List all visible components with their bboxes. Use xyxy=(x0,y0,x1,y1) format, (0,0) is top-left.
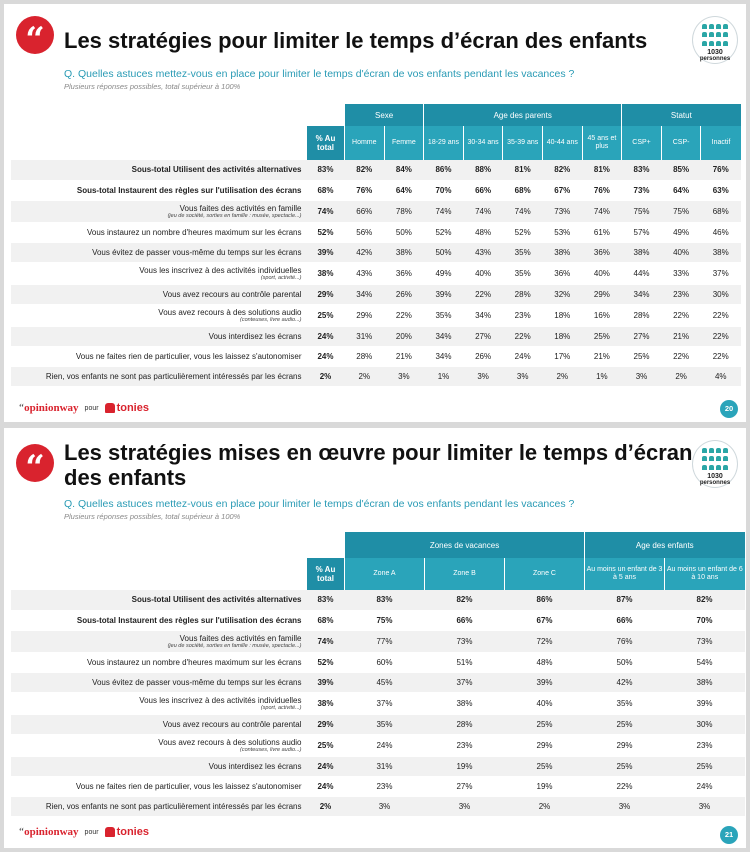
slide-title-line1: Les stratégies mises en œuvre pour limiter le temps d’écran xyxy=(64,440,693,465)
value-cell: 43% xyxy=(463,242,503,262)
value-cell: 36% xyxy=(542,262,582,284)
row-label: Vous faites des activités en famille (jeu de société, sorties en famille : musée, spectacle...) xyxy=(11,630,307,652)
opinionway-logo: “opinionway xyxy=(18,402,79,414)
group-header: Age des parents xyxy=(424,104,622,126)
value-cell: 52% xyxy=(503,222,543,242)
value-cell: 25% xyxy=(582,326,622,346)
value-cell: 75% xyxy=(622,200,662,222)
value-cell: 28% xyxy=(503,284,543,304)
value-cell: 25% xyxy=(505,756,585,776)
value-cell: 84% xyxy=(384,160,424,180)
value-cell: 86% xyxy=(424,160,464,180)
value-cell: 39% xyxy=(424,284,464,304)
column-header: 18-29 ans xyxy=(424,126,464,160)
people-count: 1030 xyxy=(707,49,723,56)
value-cell: 73% xyxy=(425,630,505,652)
row-label: Vous interdisez les écrans xyxy=(11,326,307,346)
value-cell: 37% xyxy=(701,262,741,284)
value-cell: 40% xyxy=(505,692,585,714)
table-row xyxy=(11,346,741,366)
table-row xyxy=(11,590,745,610)
value-cell: 1% xyxy=(582,366,622,386)
value-cell: 25% xyxy=(585,756,665,776)
value-cell: 34% xyxy=(424,346,464,366)
row-label: Vous ne faites rien de particulier, vous les laissez s'autonomiser xyxy=(11,346,307,366)
value-cell: 23% xyxy=(425,734,505,756)
row-label: Vous avez recours au contrôle parental xyxy=(11,714,307,734)
value-cell: 40% xyxy=(661,242,701,262)
value-cell: 76% xyxy=(701,160,741,180)
value-cell: 1% xyxy=(424,366,464,386)
value-cell: 35% xyxy=(503,242,543,262)
value-cell: 29% xyxy=(505,734,585,756)
value-cell: 38% xyxy=(622,242,662,262)
column-header: Homme xyxy=(345,126,385,160)
value-cell: 2% xyxy=(345,366,385,386)
table-row xyxy=(11,630,745,652)
tonies-logo: tonies xyxy=(105,826,149,838)
people-count-badge xyxy=(692,16,738,64)
quote-icon: “ xyxy=(16,444,54,482)
footer xyxy=(18,826,149,838)
table-row xyxy=(11,610,745,630)
value-cell: 27% xyxy=(463,326,503,346)
tonies-icon xyxy=(105,827,115,837)
value-cell: 76% xyxy=(582,180,622,200)
quote-icon: “ xyxy=(16,16,54,54)
value-cell: 76% xyxy=(345,180,385,200)
column-header: Zone B xyxy=(425,558,505,590)
value-cell: 22% xyxy=(463,284,503,304)
column-header: Femme xyxy=(384,126,424,160)
value-cell: 44% xyxy=(622,262,662,284)
value-cell: 70% xyxy=(424,180,464,200)
value-cell: 52% xyxy=(424,222,464,242)
total-cell: 52% xyxy=(307,652,345,672)
table-row xyxy=(11,796,745,816)
value-cell: 54% xyxy=(665,652,745,672)
footer xyxy=(18,402,149,414)
table-row xyxy=(11,652,745,672)
value-cell: 49% xyxy=(424,262,464,284)
row-label: Sous-total Utilisent des activités alternatives xyxy=(11,160,307,180)
column-header: CSP+ xyxy=(622,126,662,160)
column-header: 30-34 ans xyxy=(463,126,503,160)
total-cell: 2% xyxy=(307,366,345,386)
value-cell: 19% xyxy=(425,756,505,776)
value-cell: 25% xyxy=(585,714,665,734)
row-label: Vous avez recours à des solutions audio (conteuses, livre audio...) xyxy=(11,304,307,326)
value-cell: 23% xyxy=(345,776,425,796)
table-row xyxy=(11,180,741,200)
value-cell: 38% xyxy=(665,672,745,692)
total-cell: 24% xyxy=(307,326,345,346)
total-cell: 83% xyxy=(307,160,345,180)
value-cell: 53% xyxy=(542,222,582,242)
value-cell: 34% xyxy=(345,284,385,304)
value-cell: 82% xyxy=(542,160,582,180)
row-label: Rien, vos enfants ne sont pas particulièrement intéressés par les écrans xyxy=(11,366,307,386)
value-cell: 39% xyxy=(665,692,745,714)
total-cell: 24% xyxy=(307,346,345,366)
value-cell: 3% xyxy=(503,366,543,386)
column-header: Zone C xyxy=(505,558,585,590)
value-cell: 63% xyxy=(701,180,741,200)
value-cell: 87% xyxy=(585,590,665,610)
value-cell: 29% xyxy=(582,284,622,304)
value-cell: 73% xyxy=(665,630,745,652)
value-cell: 30% xyxy=(701,284,741,304)
value-cell: 27% xyxy=(622,326,662,346)
total-cell: 83% xyxy=(307,590,345,610)
value-cell: 3% xyxy=(463,366,503,386)
total-cell: 74% xyxy=(307,200,345,222)
total-cell: 24% xyxy=(307,776,345,796)
value-cell: 50% xyxy=(384,222,424,242)
value-cell: 75% xyxy=(661,200,701,222)
table-row xyxy=(11,200,741,222)
value-cell: 22% xyxy=(384,304,424,326)
value-cell: 29% xyxy=(585,734,665,756)
value-cell: 22% xyxy=(701,326,741,346)
value-cell: 3% xyxy=(622,366,662,386)
value-cell: 68% xyxy=(503,180,543,200)
tonies-logo: tonies xyxy=(105,402,149,414)
results-table xyxy=(10,532,745,817)
value-cell: 32% xyxy=(542,284,582,304)
value-cell: 38% xyxy=(384,242,424,262)
value-cell: 22% xyxy=(661,346,701,366)
row-sublabel: (conteuses, livre audio...) xyxy=(240,746,302,753)
slide-20 xyxy=(4,4,746,422)
row-label: Vous faites des activités en famille (jeu de société, sorties en famille : musée, spectacle...) xyxy=(11,200,307,222)
value-cell: 28% xyxy=(622,304,662,326)
value-cell: 81% xyxy=(582,160,622,180)
value-cell: 25% xyxy=(665,756,745,776)
value-cell: 74% xyxy=(463,200,503,222)
value-cell: 25% xyxy=(505,714,585,734)
slide-title-line2: des enfants xyxy=(64,465,187,490)
value-cell: 31% xyxy=(345,326,385,346)
total-cell: 39% xyxy=(307,242,345,262)
tonies-icon xyxy=(105,403,115,413)
row-label: Vous ne faites rien de particulier, vous les laissez s'autonomiser xyxy=(11,776,307,796)
column-header: 35-39 ans xyxy=(503,126,543,160)
value-cell: 18% xyxy=(542,304,582,326)
value-cell: 23% xyxy=(661,284,701,304)
value-cell: 51% xyxy=(425,652,505,672)
note-text: Plusieurs réponses possibles, total supérieur à 100% xyxy=(64,512,241,521)
value-cell: 40% xyxy=(463,262,503,284)
total-cell: 39% xyxy=(307,672,345,692)
table-row xyxy=(11,692,745,714)
column-header: Inactif xyxy=(701,126,741,160)
value-cell: 49% xyxy=(661,222,701,242)
value-cell: 42% xyxy=(345,242,385,262)
value-cell: 21% xyxy=(582,346,622,366)
value-cell: 81% xyxy=(503,160,543,180)
total-cell: 29% xyxy=(307,714,345,734)
group-header: Sexe xyxy=(345,104,424,126)
people-icon xyxy=(702,447,728,471)
results-table xyxy=(10,104,741,387)
row-sublabel: (sport, activité...) xyxy=(260,274,302,281)
value-cell: 19% xyxy=(505,776,585,796)
value-cell: 18% xyxy=(542,326,582,346)
value-cell: 74% xyxy=(424,200,464,222)
value-cell: 75% xyxy=(345,610,425,630)
table-row xyxy=(11,714,745,734)
value-cell: 73% xyxy=(542,200,582,222)
value-cell: 3% xyxy=(585,796,665,816)
question-text: Q. Quelles astuces mettez-vous en place pour limiter le temps d'écran de vos enfants pendant les vacances ? xyxy=(64,68,575,80)
row-label: Vous les inscrivez à des activités individuelles (sport, activité...) xyxy=(11,262,307,284)
value-cell: 22% xyxy=(701,304,741,326)
value-cell: 28% xyxy=(345,346,385,366)
value-cell: 67% xyxy=(542,180,582,200)
row-label: Vous évitez de passer vous-même du temps sur les écrans xyxy=(11,672,307,692)
value-cell: 64% xyxy=(384,180,424,200)
value-cell: 76% xyxy=(585,630,665,652)
value-cell: 45% xyxy=(345,672,425,692)
value-cell: 37% xyxy=(425,672,505,692)
total-cell: 24% xyxy=(307,756,345,776)
value-cell: 83% xyxy=(622,160,662,180)
value-cell: 64% xyxy=(661,180,701,200)
value-cell: 61% xyxy=(582,222,622,242)
total-cell: 25% xyxy=(307,304,345,326)
value-cell: 66% xyxy=(463,180,503,200)
row-label: Vous évitez de passer vous-même du temps sur les écrans xyxy=(11,242,307,262)
row-label: Sous-total Instaurent des règles sur l'utilisation des écrans xyxy=(11,610,307,630)
column-header: CSP- xyxy=(661,126,701,160)
total-cell: 38% xyxy=(307,262,345,284)
value-cell: 46% xyxy=(701,222,741,242)
row-label: Vous instaurez un nombre d'heures maximum sur les écrans xyxy=(11,222,307,242)
people-label: personnes xyxy=(699,480,731,486)
value-cell: 4% xyxy=(701,366,741,386)
people-count-badge xyxy=(692,440,738,488)
total-cell: 68% xyxy=(307,180,345,200)
value-cell: 37% xyxy=(345,692,425,714)
table-row xyxy=(11,776,745,796)
table-row xyxy=(11,756,745,776)
value-cell: 3% xyxy=(665,796,745,816)
note-text: Plusieurs réponses possibles, total supérieur à 100% xyxy=(64,82,241,91)
value-cell: 82% xyxy=(425,590,505,610)
value-cell: 30% xyxy=(665,714,745,734)
value-cell: 50% xyxy=(424,242,464,262)
value-cell: 57% xyxy=(622,222,662,242)
column-header: Au moins un enfant de 3 à 5 ans xyxy=(585,558,665,590)
value-cell: 24% xyxy=(503,346,543,366)
value-cell: 68% xyxy=(701,200,741,222)
value-cell: 39% xyxy=(505,672,585,692)
value-cell: 34% xyxy=(622,284,662,304)
value-cell: 22% xyxy=(503,326,543,346)
value-cell: 86% xyxy=(505,590,585,610)
value-cell: 72% xyxy=(505,630,585,652)
table-row xyxy=(11,160,741,180)
value-cell: 21% xyxy=(384,346,424,366)
question-text: Q. Quelles astuces mettez-vous en place pour limiter le temps d'écran de vos enfants pendant les vacances ? xyxy=(64,498,575,510)
value-cell: 77% xyxy=(345,630,425,652)
people-count: 1030 xyxy=(707,473,723,480)
table-row xyxy=(11,242,741,262)
value-cell: 2% xyxy=(505,796,585,816)
total-cell: 52% xyxy=(307,222,345,242)
table-row xyxy=(11,366,741,386)
row-label: Vous interdisez les écrans xyxy=(11,756,307,776)
opinionway-logo: “opinionway xyxy=(18,826,79,838)
footer-pour: pour xyxy=(84,404,99,412)
value-cell: 34% xyxy=(463,304,503,326)
people-label: personnes xyxy=(699,56,731,62)
value-cell: 20% xyxy=(384,326,424,346)
group-header: Age des enfants xyxy=(585,532,745,558)
value-cell: 25% xyxy=(622,346,662,366)
value-cell: 38% xyxy=(701,242,741,262)
group-header: Zones de vacances xyxy=(345,532,585,558)
value-cell: 31% xyxy=(345,756,425,776)
page-number: 21 xyxy=(720,826,738,844)
value-cell: 22% xyxy=(701,346,741,366)
slide-21 xyxy=(4,428,746,848)
value-cell: 70% xyxy=(665,610,745,630)
value-cell: 66% xyxy=(585,610,665,630)
value-cell: 35% xyxy=(503,262,543,284)
value-cell: 42% xyxy=(585,672,665,692)
total-cell: 74% xyxy=(307,630,345,652)
value-cell: 83% xyxy=(345,590,425,610)
value-cell: 3% xyxy=(345,796,425,816)
value-cell: 27% xyxy=(425,776,505,796)
value-cell: 22% xyxy=(661,304,701,326)
value-cell: 48% xyxy=(505,652,585,672)
row-label: Rien, vos enfants ne sont pas particulièrement intéressés par les écrans xyxy=(11,796,307,816)
row-label: Vous avez recours au contrôle parental xyxy=(11,284,307,304)
row-label: Sous-total Utilisent des activités alternatives xyxy=(11,590,307,610)
value-cell: 66% xyxy=(345,200,385,222)
total-cell: 2% xyxy=(307,796,345,816)
value-cell: 85% xyxy=(661,160,701,180)
value-cell: 35% xyxy=(424,304,464,326)
value-cell: 66% xyxy=(425,610,505,630)
table-row xyxy=(11,326,741,346)
value-cell: 48% xyxy=(463,222,503,242)
value-cell: 40% xyxy=(582,262,622,284)
row-sublabel: (sport, activité...) xyxy=(260,704,302,711)
footer-pour: pour xyxy=(84,828,99,836)
value-cell: 24% xyxy=(345,734,425,756)
row-label: Vous avez recours à des solutions audio (conteuses, livre audio...) xyxy=(11,734,307,756)
value-cell: 60% xyxy=(345,652,425,672)
row-sublabel: (jeu de société, sorties en famille : musée, spectacle...) xyxy=(167,212,302,219)
total-header: % Au total xyxy=(307,126,345,160)
table-row xyxy=(11,262,741,284)
column-header: 40-44 ans xyxy=(542,126,582,160)
value-cell: 38% xyxy=(425,692,505,714)
row-sublabel: (conteuses, livre audio...) xyxy=(240,316,302,323)
value-cell: 38% xyxy=(542,242,582,262)
group-header: Statut xyxy=(622,104,741,126)
value-cell: 74% xyxy=(503,200,543,222)
value-cell: 26% xyxy=(463,346,503,366)
total-cell: 38% xyxy=(307,692,345,714)
value-cell: 3% xyxy=(384,366,424,386)
value-cell: 2% xyxy=(661,366,701,386)
value-cell: 3% xyxy=(425,796,505,816)
value-cell: 26% xyxy=(384,284,424,304)
row-sublabel: (jeu de société, sorties en famille : musée, spectacle...) xyxy=(167,642,302,649)
value-cell: 28% xyxy=(425,714,505,734)
value-cell: 22% xyxy=(585,776,665,796)
total-cell: 29% xyxy=(307,284,345,304)
row-label: Sous-total Instaurent des règles sur l'utilisation des écrans xyxy=(11,180,307,200)
value-cell: 16% xyxy=(582,304,622,326)
value-cell: 67% xyxy=(505,610,585,630)
value-cell: 2% xyxy=(542,366,582,386)
table-row xyxy=(11,672,745,692)
value-cell: 78% xyxy=(384,200,424,222)
total-cell: 25% xyxy=(307,734,345,756)
table-row xyxy=(11,284,741,304)
column-header: Zone A xyxy=(345,558,425,590)
value-cell: 35% xyxy=(585,692,665,714)
table-row xyxy=(11,222,741,242)
value-cell: 56% xyxy=(345,222,385,242)
column-header: 45 ans et plus xyxy=(582,126,622,160)
slide-title: Les stratégies pour limiter le temps d’écran des enfants xyxy=(64,28,648,53)
value-cell: 17% xyxy=(542,346,582,366)
column-header: Au moins un enfant de 6 à 10 ans xyxy=(665,558,745,590)
row-label: Vous instaurez un nombre d'heures maximum sur les écrans xyxy=(11,652,307,672)
value-cell: 23% xyxy=(503,304,543,326)
value-cell: 35% xyxy=(345,714,425,734)
table-row xyxy=(11,304,741,326)
value-cell: 82% xyxy=(665,590,745,610)
value-cell: 33% xyxy=(661,262,701,284)
slide-title xyxy=(64,440,692,490)
value-cell: 82% xyxy=(345,160,385,180)
total-cell: 68% xyxy=(307,610,345,630)
value-cell: 29% xyxy=(345,304,385,326)
value-cell: 36% xyxy=(384,262,424,284)
value-cell: 88% xyxy=(463,160,503,180)
value-cell: 50% xyxy=(585,652,665,672)
page-number: 20 xyxy=(720,400,738,418)
people-icon xyxy=(702,23,728,47)
value-cell: 23% xyxy=(665,734,745,756)
value-cell: 24% xyxy=(665,776,745,796)
value-cell: 43% xyxy=(345,262,385,284)
table-row xyxy=(11,734,745,756)
value-cell: 21% xyxy=(661,326,701,346)
row-label: Vous les inscrivez à des activités individuelles (sport, activité...) xyxy=(11,692,307,714)
value-cell: 36% xyxy=(582,242,622,262)
value-cell: 73% xyxy=(622,180,662,200)
value-cell: 74% xyxy=(582,200,622,222)
total-header: % Au total xyxy=(307,558,345,590)
value-cell: 34% xyxy=(424,326,464,346)
